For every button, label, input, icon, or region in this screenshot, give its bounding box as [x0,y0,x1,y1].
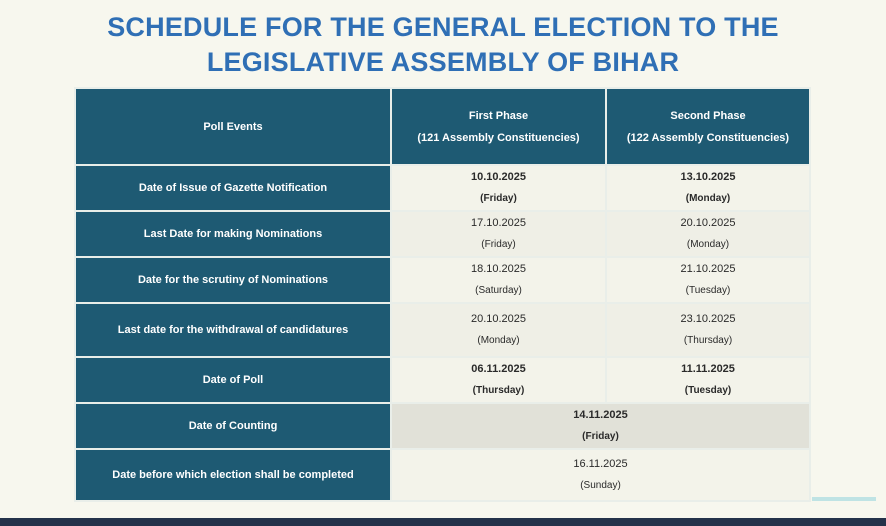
day-value: (Thursday) [683,335,733,346]
date-value: 06.11.2025 [471,363,526,375]
event-label: Last Date for making Nominations [75,211,391,257]
table-row [75,357,810,403]
schedule-table [74,87,811,502]
second-phase-date-cell [606,303,810,357]
second-phase-name: Second Phase [670,109,746,122]
second-phase-date-cell [606,257,810,303]
table-row [75,165,810,211]
date-value: 13.10.2025 [680,171,736,183]
header-first-phase [391,88,606,165]
day-value: (Monday) [686,239,730,250]
first-phase-name: First Phase [468,109,529,122]
table-row [75,211,810,257]
day-value: (Monday) [685,193,731,204]
first-phase-date-cell [391,165,606,211]
date-value: 17.10.2025 [470,217,527,229]
common-date-cell [391,449,810,501]
table-row [75,303,810,357]
header-second-phase [606,88,810,165]
day-value: (Saturday) [475,285,522,296]
slide-progress-indicator [812,497,876,501]
header-poll-events: Poll Events [75,88,391,165]
day-value: (Friday) [480,193,517,204]
date-value: 16.11.2025 [573,458,628,470]
date-value: 11.11.2025 [681,363,735,375]
date-value: 20.10.2025 [470,313,527,325]
table-header-row [75,88,810,165]
event-label: Date of Counting [75,403,391,449]
date-value: 21.10.2025 [680,263,736,275]
date-value: 10.10.2025 [470,171,527,183]
date-value: 14.11.2025 [573,409,628,421]
first-phase-sub: (121 Assembly Constituencies) [417,131,580,144]
date-value: 20.10.2025 [680,217,736,229]
first-phase-date-cell [391,357,606,403]
bottom-bar [0,518,886,526]
event-label: Last date for the withdrawal of candidatures [75,303,391,357]
day-value: (Friday) [481,239,516,250]
page-title [0,10,886,80]
table-row [75,257,810,303]
second-phase-date-cell [606,357,810,403]
day-value: (Tuesday) [685,285,731,296]
day-value: (Sunday) [580,480,621,491]
day-value: (Friday) [582,431,619,442]
date-value: 23.10.2025 [680,313,736,325]
title-line-1: SCHEDULE FOR THE GENERAL ELECTION TO THE [107,12,779,42]
date-value: 18.10.2025 [470,263,527,275]
event-label: Date of Poll [75,357,391,403]
event-label: Date of Issue of Gazette Notification [75,165,391,211]
table-row [75,449,810,501]
title-line-2: LEGISLATIVE ASSEMBLY OF BIHAR [206,47,680,77]
second-phase-date-cell [606,211,810,257]
common-date-cell [391,403,810,449]
day-value: (Monday) [477,335,520,346]
first-phase-date-cell [391,211,606,257]
first-phase-date-cell [391,257,606,303]
event-label: Date before which election shall be completed [75,449,391,501]
day-value: (Tuesday) [684,385,732,396]
table-row [75,403,810,449]
day-value: (Thursday) [472,385,525,396]
second-phase-date-cell [606,165,810,211]
first-phase-date-cell [391,303,606,357]
second-phase-sub: (122 Assembly Constituencies) [626,131,790,144]
event-label: Date for the scrutiny of Nominations [75,257,391,303]
